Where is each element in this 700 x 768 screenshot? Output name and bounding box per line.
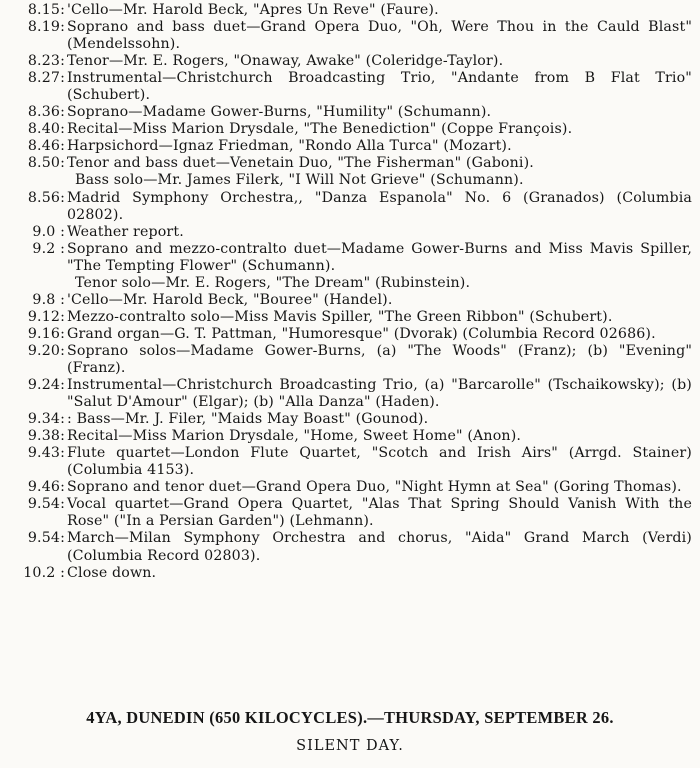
programme-entry — [0, 292, 700, 309]
programme-entry — [0, 104, 700, 121]
entry-text: Tenor and bass duet—Venetain Duo, "The Fisherman" (Gaboni). — [67, 155, 534, 172]
entry-time: 9.16: — [27, 325, 65, 342]
entry-time: 9.24: — [27, 377, 65, 394]
programme-entry — [0, 565, 700, 582]
entry-time: 8.46: — [27, 138, 65, 155]
station-heading: 4YA, DUNEDIN (650 KILOCYCLES).—THURSDAY, SEPTEMBER 26. — [86, 708, 614, 727]
entry-text: Recital—Miss Marion Drysdale, "The Benediction" (Coppe François). — [67, 121, 573, 138]
entry-time: 9.12: — [27, 308, 65, 325]
entry-text: Instrumental—Christchurch Broadcasting Trio, (a) "Barcarolle" (Tschaikowsky); (b) "Salut D'Amour" (Elgar); (b) "Alla Danza" (Haden). — [67, 377, 692, 411]
entry-time: 8.56: — [27, 189, 65, 206]
programme-entry — [0, 343, 700, 377]
entry-text: Soprano and bass duet—Grand Opera Duo, "Oh, Were Thou in the Cauld Blast" (Mendelssohn). — [67, 19, 692, 53]
programme-entry — [0, 19, 700, 53]
entry-time: 9.34: — [27, 411, 65, 428]
programme-entry — [0, 241, 700, 292]
entry-text: Weather report. — [67, 223, 184, 240]
entry-text: Soprano and tenor duet—Grand Opera Duo, "Night Hymn at Sea" (Goring Thomas). — [67, 479, 682, 496]
entry-text: Harpsichord—Ignaz Friedman, "Rondo Alla Turca" (Mozart). — [67, 138, 512, 155]
programme-entry — [0, 326, 700, 343]
programme-list — [0, 2, 700, 582]
entry-time: 8.19: — [27, 19, 65, 36]
programme-entry — [0, 2, 700, 19]
programme-entry — [0, 309, 700, 326]
entry-text: Instrumental—Christchurch Broadcasting Trio, "Andante from B Flat Trio" (Schubert). — [67, 70, 692, 104]
silent-day-label: SILENT DAY. — [296, 738, 404, 754]
entry-text: 'Cello—Mr. Harold Beck, "Apres Un Reve" (Faure). — [67, 2, 439, 18]
entry-time: 9.46: — [27, 479, 65, 496]
programme-entry — [0, 224, 700, 241]
programme-entry — [0, 121, 700, 138]
programme-entry — [0, 479, 700, 496]
entry-subline: Bass solo—Mr. James Filerk, "I Will Not Grieve" (Schumann). — [75, 172, 524, 189]
entry-text: March—Milan Symphony Orchestra and chorus, "Aida" Grand March (Verdi) (Columbia Record 02803). — [67, 530, 692, 564]
entry-text: Madrid Symphony Orchestra,, "Danza Espanola" No. 6 (Granados) (Columbia 02802). — [67, 189, 692, 223]
entry-subline: Tenor solo—Mr. E. Rogers, "The Dream" (Rubinstein). — [75, 274, 471, 291]
programme-entry — [0, 377, 700, 411]
programme-entry — [0, 496, 700, 530]
entry-time: 9.8 : — [32, 291, 65, 308]
programme-entry — [0, 53, 700, 70]
entry-time: 9.43: — [27, 445, 65, 462]
programme-entry — [0, 190, 700, 224]
entry-time: 9.38: — [27, 428, 65, 445]
entry-text: Recital—Miss Marion Drysdale, "Home, Sweet Home" (Anon). — [67, 428, 522, 445]
entry-time: 9.20: — [27, 342, 65, 359]
entry-time: 8.23: — [27, 53, 65, 70]
entry-text: Vocal quartet—Grand Opera Quartet, "Alas That Spring Should Vanish With the Rose" ("In a Persian Garden") (Lehmann). — [67, 496, 692, 530]
entry-time: 9.0 : — [32, 223, 65, 240]
programme-entry — [0, 428, 700, 445]
entry-time: 9.54: — [27, 496, 65, 513]
entry-text: 'Cello—Mr. Harold Beck, "Bouree" (Handel). — [67, 291, 393, 308]
entry-time: 9.54: — [27, 530, 65, 547]
entry-time: 8.15: — [27, 2, 65, 18]
entry-time: 8.40: — [27, 121, 65, 138]
entry-text: : Bass—Mr. J. Filer, "Maids May Boast" (Gounod). — [67, 411, 429, 428]
entry-text: Flute quartet—London Flute Quartet, "Scotch and Irish Airs" (Arrgd. Stainer) (Columbia 4153). — [67, 445, 692, 479]
entry-time: 8.36: — [27, 104, 65, 121]
entry-time: 10.2 : — [23, 564, 65, 581]
programme-entry — [0, 70, 700, 104]
entry-time: 8.27: — [27, 70, 65, 87]
programme-entry — [0, 530, 700, 564]
entry-time: 9.2 : — [32, 240, 65, 257]
entry-text: Grand organ—G. T. Pattman, "Humoresque" (Dvorak) (Columbia Record 02686). — [67, 325, 656, 342]
entry-text: Soprano solos—Madame Gower-Burns, (a) "The Woods" (Franz); (b) "Evening" (Franz). — [67, 342, 692, 376]
entry-text: Mezzo-contralto solo—Miss Mavis Spiller, "The Green Ribbon" (Schubert). — [67, 308, 613, 325]
programme-entry — [0, 138, 700, 155]
programme-entry — [0, 155, 700, 189]
entry-text: Soprano—Madame Gower-Burns, "Humility" (Schumann). — [67, 104, 492, 121]
entry-text: Tenor—Mr. E. Rogers, "Onaway, Awake" (Coleridge-Taylor). — [67, 53, 504, 70]
programme-entry — [0, 445, 700, 479]
entry-text: Close down. — [67, 564, 157, 581]
entry-text: Soprano and mezzo-contralto duet—Madame Gower-Burns and Miss Mavis Spiller, "The Tempting Flower" (Schumann). — [67, 240, 692, 274]
programme-entry — [0, 411, 700, 428]
entry-time: 8.50: — [27, 155, 65, 172]
